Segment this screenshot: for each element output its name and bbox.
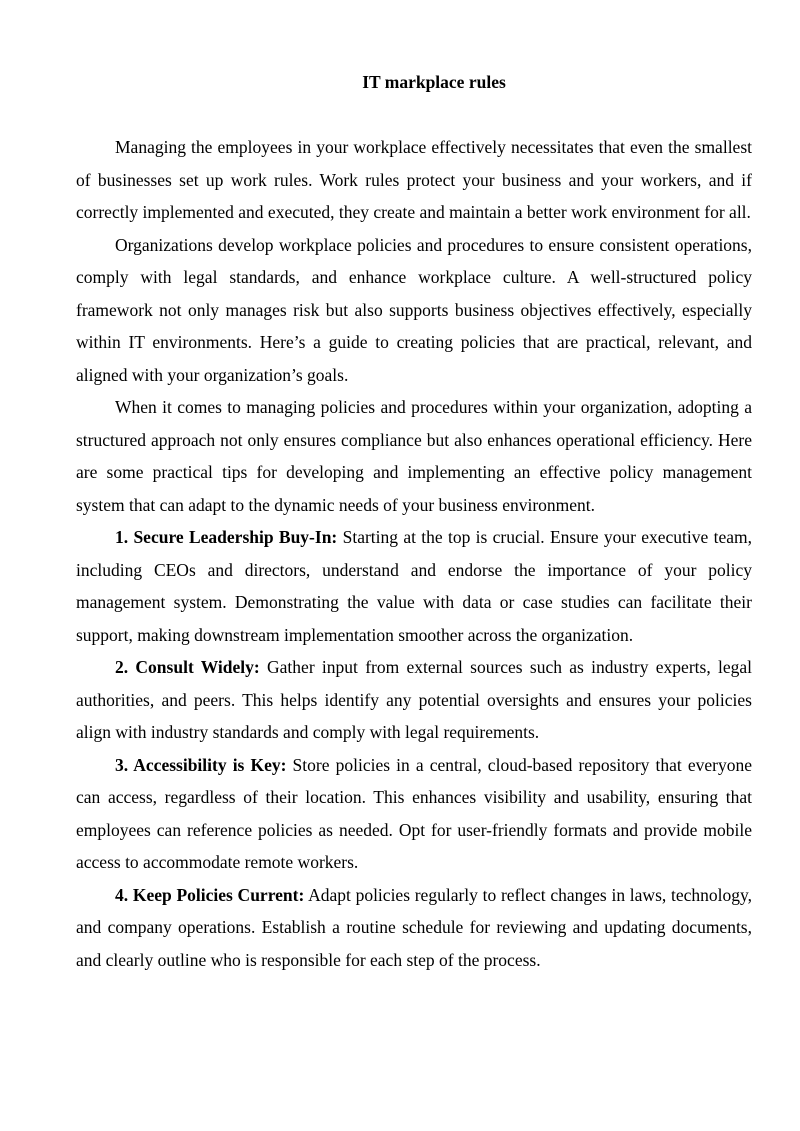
tip-paragraph-consult: [76, 651, 752, 749]
tip-heading: 3. Accessibility is Key:: [115, 754, 287, 775]
tip-paragraph-accessibility: [76, 749, 752, 879]
tip-paragraph-current: [76, 879, 752, 977]
tip-paragraph-leadership: [76, 521, 752, 651]
intro-paragraph: When it comes to managing policies and procedures within your organization, adopting a structured approach not only ensures compliance but also enhances operational efficiency. Here are some practical tips for developing and implementing an effective policy management system that can adapt to the dynamic needs of your business environment.: [76, 397, 752, 515]
intro-paragraph: Organizations develop workplace policies and procedures to ensure consistent operations, comply with legal standards, and enhance workplace culture. A well-structured policy framework not only manages risk but also supports business objectives effectively, especially within IT environments. Here’s a guide to creating policies that are practical, relevant, and aligned with your organization’s goals.: [76, 234, 752, 385]
tip-heading: 1. Secure Leadership Buy-In:: [115, 527, 338, 547]
tip-text: Store policies in a central, cloud-based repository that everyone can access, regardless of their location. This enhances visibility and usability, ensuring that employees can reference policies as needed. Opt for user-friendly formats and provide mobile access to accommodate remote workers.: [76, 754, 753, 872]
tip-text: Adapt policies regularly to reflect changes in laws, technology, and company operations. Establish a routine schedule for reviewing and updating documents, and clearly outline who is responsible for each step of the process.: [76, 884, 752, 970]
intro-paragraph: Managing the employees in your workplace effectively necessitates that even the smallest of businesses set up work rules. Work rules protect your business and your workers, and if correctly implemented and executed, they create and maintain a better work environment for all.: [76, 137, 752, 222]
tip-text: Gather input from external sources such as industry experts, legal authorities, and peers. This helps identify any potential oversights and ensures your policies align with industry standards and comply with legal requirements.: [76, 657, 752, 742]
document-title: IT markplace rules: [362, 72, 506, 92]
document-body: [76, 131, 752, 976]
tip-heading: 2. Consult Widely:: [115, 657, 260, 677]
tip-heading: 4. Keep Policies Current:: [115, 884, 305, 905]
tip-text: Starting at the top is crucial. Ensure your executive team, including CEOs and directors, understand and endorse the importance of your policy management system. Demonstrating the value with data or case studies can facilitate their support, making downstream implementation smoother across the organization.: [76, 527, 753, 645]
